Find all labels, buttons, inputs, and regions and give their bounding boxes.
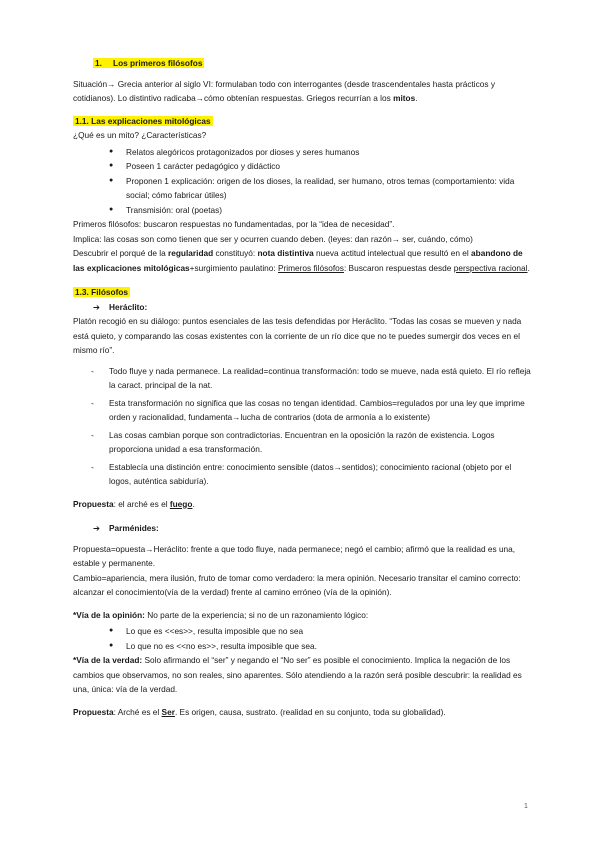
heraclito-heading [93,300,535,315]
via-opinion-list [73,624,535,653]
paragraph-implica: Implica: las cosas son como tienen que ser y ocurren cuando deben. (leyes: dan razón→ ser, cuándo, cómo) [73,233,473,244]
list-item: - Las cosas cambian porque son contradictorias. Encuentran en la oposición la razón de existencia. Logos proporciona unidad a esa transformación. [73,428,535,457]
section-1-title: Los primeros filósofos [113,58,203,68]
via-verdad-label: *Vía de la verdad: [73,655,143,665]
list-item: ● Poseen 1 carácter pedagógico y didáctico [73,159,535,174]
section-1-3-title: 1.3. Filósofos [75,287,129,297]
propuesta-label: Propuesta [73,498,114,509]
page-content [73,56,535,719]
text: +surgimiento paulatino: [189,262,278,273]
text: . Es origen, causa, sustrato. (realidad en su conjunto, toda su globalidad). [174,706,446,717]
text: . [527,262,530,273]
intro-end: . [415,93,418,103]
intro-paragraph [73,77,535,106]
section-1-1-title: 1.1. Las explicaciones mitológicas [75,115,211,126]
section-1-number: 1. [95,58,102,68]
parmenides-paragraph-2: Cambio=apariencia, mera ilusión, fruto de tomar como verdadero: la mera opinión. Necesario transitar el camino correcto: alcanzar el conocimiento(vía de la verdad) frente al camino erróneo (vía de la opinión). [73,572,521,597]
paragraph-regularidad [73,246,535,275]
bold-regularidad: regularidad [168,248,214,258]
paragraph-primeros-filosofos: Primeros filósofos: buscaron respuestas no fundamentadas, por la “idea de necesidad”. [73,219,395,229]
question-mito: ¿Qué es un mito? ¿Características? [73,130,207,140]
section-1-3-heading [73,285,535,300]
list-item: - Esta transformación no significa que las cosas no tengan identidad. Cambios=regulados por una ley que imprime orden y racionalidad, fundamenta→lucha de contrarios (dota de armonía a lo existente) [73,396,535,425]
section-1-1-heading [73,114,535,129]
text: : el arché es el [113,498,170,509]
propuesta-label: Propuesta [73,706,114,717]
text: Descubrir el porqué de la [73,248,169,258]
arche-ser: Ser [161,706,175,717]
list-item: ● Relatos alegóricos protagonizados por dioses y seres humanos [73,145,535,160]
parmenides-title: Parménides: [109,523,159,533]
underlined-primeros-filosofos: Primeros filósofos [278,262,344,273]
text: No parte de la experiencia; si no de un razonamiento lógico: [144,609,369,620]
list-item: - Todo fluye y nada permanece. La realidad=continua transformación: todo se mueve, nada está quieto. El río refleja la caract. principal de la nat. [73,364,535,393]
parmenides-paragraph-1: Propuesta=opuesta→Heráclito: frente a que todo fluye, nada permanece; negó el cambio; afirmó que la realidad es una, estable y permanente. [73,543,516,568]
text: Solo afirmando el “ser” y negando el “No ser” es posible el conocimiento. Implica la negación de los cambios que observamos, no son reales, sino aparentes. Sólo atendiendo a la razón será posible descubrir: la realidad es una, única: vía de la verdad. [73,655,522,694]
list-item: ● Transmisión: oral (poetas) [73,203,535,218]
text: constituyó: [213,248,258,258]
list-item: ● Lo que no es <<no es>>, resulta imposible que sea. [73,639,535,654]
list-item: - Establecía una distinción entre: conocimiento sensible (datos→sentidos); conocimiento racional (objeto por el logos, auténtica sabiduría). [73,460,535,489]
heraclito-list [73,364,535,489]
parmenides-heading [93,521,535,536]
via-opinion-paragraph [73,608,535,623]
heraclito-title: Heráclito: [109,301,148,312]
text: . [192,498,195,509]
bold-abandono: abandono de las explicaciones mitológicas [73,248,523,273]
text: nueva actitud intelectual que resultó en el [313,248,472,258]
heraclito-intro: Platón recogió en su diálogo: puntos esenciales de las tesis defendidas por Heráclito. “Todas las cosas se mueven y nada está quieto, y comparando las cosas existentes con la corriente de un río dice que no te puedes sumergir dos veces en el mismo río”. [73,316,522,355]
mito-characteristics-list [73,145,535,218]
list-item: ● Lo que es <<es>>, resulta imposible que no sea [73,624,535,639]
arrow-icon: ➔ [93,523,100,533]
intro-text: Situación→ Grecia anterior al siglo VI: formulaban todo con interrogantes (desde trascendentales hasta prácticos y cotidianos). Lo distintivo radicaba→cómo obtenían respuestas. Griegos recurrían a los [73,78,495,103]
via-verdad-paragraph [73,653,535,697]
heraclito-propuesta [73,497,535,512]
arche-fuego: fuego [169,498,193,509]
underlined-perspectiva-racional: perspectiva racional [453,262,528,273]
intro-bold-mitos: mitos [393,93,416,103]
text: : Arché es el [113,706,162,717]
text: : Buscaron respuestas desde [343,262,454,273]
via-opinion-label: *Vía de la opinión: [73,609,145,620]
list-item: ● Proponen 1 explicación: origen de los dioses, la realidad, ser humano, otros temas (comportamiento: vida social; cómo fabricar útiles) [73,174,535,203]
page-number: 1 [524,803,528,810]
bold-nota-distintiva: nota distintiva [257,248,314,258]
section-1-heading [93,56,535,71]
arrow-icon: ➔ [93,301,100,312]
parmenides-propuesta [73,705,535,720]
